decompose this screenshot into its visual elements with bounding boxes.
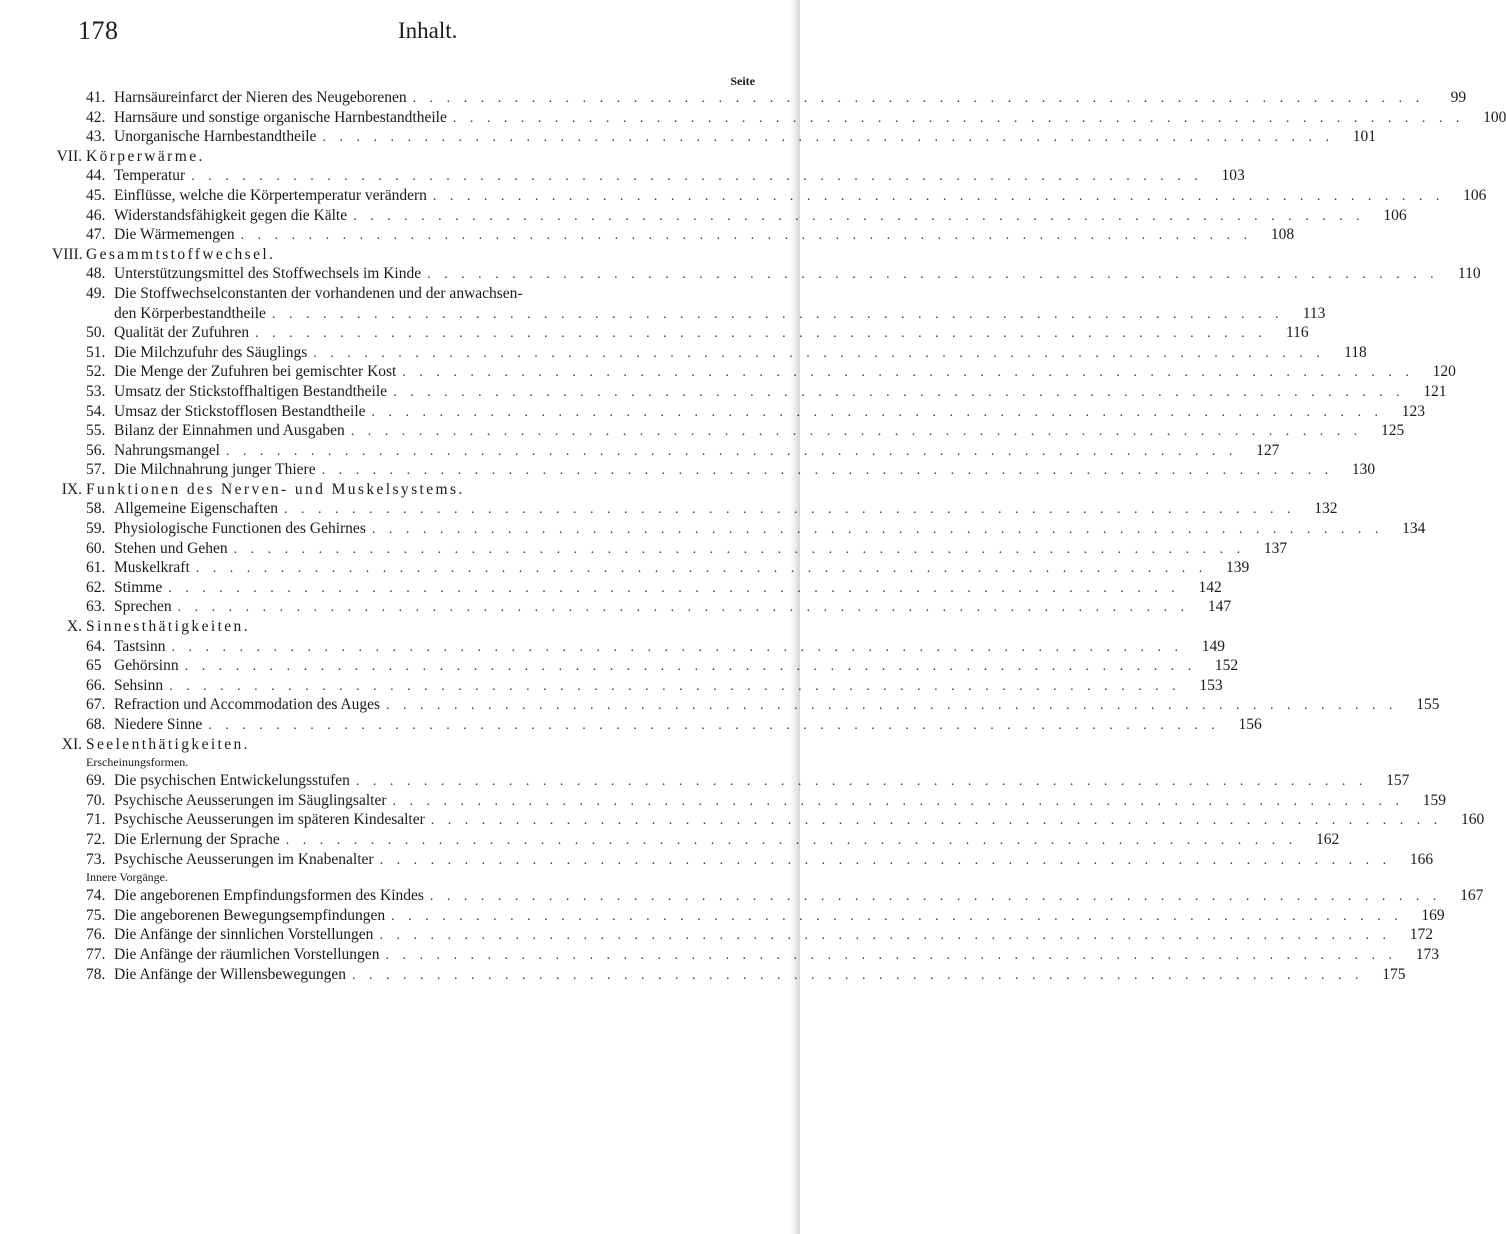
dot-leader: . . . . . . . . . . . . . . . . . . . . . . . . . . . . . . . . . . . . . . . . . . . . . . . . . . . . . . . . . . . .	[393, 384, 1405, 400]
toc-entry	[86, 771, 1410, 791]
toc-entry	[86, 519, 1426, 539]
page-column-heading-label: Seite	[730, 74, 755, 88]
entry-number: 48.	[86, 265, 106, 283]
entry-number: 66.	[86, 676, 106, 694]
entry-page: 108	[1270, 226, 1295, 244]
entry-number: 43.	[86, 128, 106, 146]
toc-entry	[86, 965, 1406, 985]
entry-number: 59.	[86, 520, 106, 538]
section-heading	[52, 735, 758, 755]
dot-leader: . . . . . . . . . . . . . . . . . . . . . . . . . . . . . . . . . . . . . . . . . . . . . . . . . . . . . . . . . . . .	[430, 813, 1443, 829]
entry-title: Stimme	[114, 578, 163, 596]
entry-title: Die Wärmemengen	[114, 226, 235, 244]
dot-leader: . . . . . . . . . . . . . . . . . . . . . . . . . . . . . . . . . . . . . . . . . . . . . . . . . . . . . . . . . . . .	[429, 889, 1442, 905]
entry-number: 68.	[86, 716, 106, 733]
toc-entry	[86, 382, 1447, 402]
entry-page: 101	[1352, 128, 1376, 146]
entry-page: 118	[1344, 343, 1367, 361]
dot-leader: . . . . . . . . . . . . . . . . . . . . . . . . . . . . . . . . . . . . . . . . . . . . . . . . . . . . . . . . . . . .	[391, 908, 1403, 924]
toc-entry	[86, 264, 1481, 284]
section-title: Seelenthätigkeiten.	[86, 735, 250, 753]
entry-number: 64.	[86, 637, 106, 655]
toc-entry	[86, 499, 1338, 519]
section-title: Körperwärme.	[86, 147, 205, 165]
dot-leader: . . . . . . . . . . . . . . . . . . . . . . . . . . . . . . . . . . . . . . . . . . . . . . . . . . . . . . . . . . . .	[322, 130, 1334, 146]
section-numeral: XI.	[61, 735, 82, 753]
toc-entry	[86, 597, 1232, 617]
entry-page: 142	[1198, 578, 1222, 596]
toc-entry	[86, 695, 1440, 715]
entry-title: Umsatz der Stickstoffhaltigen Bestandtheile	[114, 382, 388, 400]
toc-entry	[86, 791, 1446, 811]
dot-leader: . . . . . . . . . . . . . . . . . . . . . . . . . . . . . . . . . . . . . . . . . . . . . . . . . . . . . . . . . . . .	[208, 718, 1220, 733]
section-heading	[52, 147, 758, 167]
entry-title: Stehen und Gehen	[114, 539, 228, 557]
dot-leader: . . . . . . . . . . . . . . . . . . . . . . . . . . . . . . . . . . . . . . . . . . . . . . . . . . . . . . . . . . . .	[355, 774, 1368, 790]
entry-title: Qualität der Zufuhren	[114, 324, 250, 342]
entry-title: Temperatur	[114, 167, 186, 185]
toc-entry-continuation	[86, 304, 1326, 324]
dot-leader: . . . . . . . . . . . . . . . . . . . . . . . . . . . . . . . . . . . . . . . . . . . . . . . . . . . . . . . . . . . .	[195, 561, 1208, 577]
entry-number: 55.	[86, 422, 106, 440]
entry-page: 103	[1221, 167, 1245, 185]
dot-leader: . . . . . . . . . . . . . . . . . . . . . . . . . . . . . . . . . . . . . . . . . . . . . . . . . . . . . . . . . . . .	[233, 541, 1246, 557]
toc-entry	[86, 127, 1376, 147]
toc-entry	[86, 225, 1295, 245]
entry-number: 51.	[86, 343, 106, 361]
entry-title: Die psychischen Entwickelungsstufen	[114, 772, 350, 790]
entry-number: 44.	[86, 167, 106, 185]
toc-entry	[86, 108, 1506, 128]
entry-page: 159	[1422, 791, 1446, 809]
toc-entry	[86, 402, 1426, 422]
entry-page: 175	[1382, 965, 1406, 983]
entry-title: Die Milchnahrung junger Thiere	[114, 461, 316, 479]
entry-page: 134	[1402, 520, 1426, 538]
entry-page: 172	[1409, 926, 1433, 944]
entry-page: 149	[1201, 637, 1225, 655]
entry-number: 77.	[86, 945, 106, 963]
entry-number: 73.	[86, 850, 106, 868]
entry-number: 42.	[86, 108, 106, 126]
entry-title: Umsaz der Stickstofflosen Bestandtheile	[114, 402, 366, 420]
running-title: Inhalt.	[398, 18, 458, 43]
dot-leader: . . . . . . . . . . . . . . . . . . . . . . . . . . . . . . . . . . . . . . . . . . . . . . . . . . . . . . . . . . . .	[255, 326, 1267, 342]
dot-leader: . . . . . . . . . . . . . . . . . . . . . . . . . . . . . . . . . . . . . . . . . . . . . . . . . . . . . . . . . . . .	[385, 947, 1397, 963]
entry-number: 50.	[86, 324, 106, 342]
entry-title: Bilanz der Einnahmen und Ausgaben	[114, 422, 345, 440]
entry-page: 123	[1401, 402, 1426, 420]
entry-title: Refraction und Accommodation des Auges	[114, 696, 381, 714]
entry-number: 53.	[86, 382, 106, 400]
dot-leader: . . . . . . . . . . . . . . . . . . . . . . . . . . . . . . . . . . . . . . . . . . . . . . . . . . . . . . . . . . . .	[392, 793, 1404, 809]
entry-number: 49.	[86, 284, 106, 302]
section-heading	[52, 480, 758, 500]
dot-leader: . . . . . . . . . . . . . . . . . . . . . . . . . . . . . . . . . . . . . . . . . . . . . . . . . . . . . . . . . . . .	[171, 639, 1183, 655]
toc-entry	[86, 925, 1433, 945]
entry-title: Harnsäure und sonstige organische Harnbestandtheile	[114, 108, 447, 126]
entry-page: 155	[1416, 696, 1440, 714]
entry-title: Nahrungsmangel	[114, 441, 220, 459]
dot-leader: . . . . . . . . . . . . . . . . . . . . . . . . . . . . . . . . . . . . . . . . . . . . . . . . . . . . . . . . . . . .	[452, 110, 1465, 126]
section-title: Funktionen des Nerven- und Muskelsystems.	[86, 480, 465, 498]
section-title: Sinnesthätigkeiten.	[86, 618, 250, 636]
entry-title: Die angeborenen Empfindungsformen des Kindes	[114, 887, 424, 905]
entry-page: 162	[1315, 830, 1340, 848]
entry-page: 169	[1421, 906, 1445, 924]
section-heading	[52, 245, 758, 265]
entry-title: Unterstützungsmittel des Stoffwechsels im Kinde	[114, 265, 422, 283]
dot-leader: . . . . . . . . . . . . . . . . . . . . . . . . . . . . . . . . . . . . . . . . . . . . . . . . . . . . . . . . . . . .	[169, 678, 1181, 694]
section-heading	[52, 617, 758, 637]
entry-title: Tastsinn	[114, 637, 166, 655]
toc-entry	[86, 810, 1485, 830]
entry-page: 152	[1214, 657, 1239, 675]
dot-leader: . . . . . . . . . . . . . . . . . . . . . . . . . . . . . . . . . . . . . . . . . . . . . . . . . . . . . . . . . . . .	[353, 208, 1365, 224]
entry-number: 54.	[86, 402, 106, 420]
entry-title: Einflüsse, welche die Körpertemperatur verändern	[114, 186, 427, 204]
entry-title: Die Milchzufuhr des Säuglings	[114, 343, 308, 361]
entry-page: 121	[1423, 382, 1447, 400]
entry-number: 62.	[86, 578, 106, 596]
entry-number: 61.	[86, 559, 106, 577]
dot-leader: . . . . . . . . . . . . . . . . . . . . . . . . . . . . . . . . . . . . . . . . . . . . . . . . . . . . . . . . . . . .	[321, 463, 1334, 479]
toc-entry	[86, 715, 1262, 735]
entry-number: 75.	[86, 906, 106, 924]
toc-entry	[86, 88, 1467, 108]
dot-leader: . . . . . . . . . . . . . . . . . . . . . . . . . . . . . . . . . . . . . . . . . . . . . . . . . . . . . . . . . . . .	[371, 522, 1384, 538]
entry-number: 69.	[86, 772, 106, 790]
entry-number: 60.	[86, 539, 106, 557]
entry-page: 167	[1460, 887, 1484, 905]
entry-number: 58.	[86, 500, 106, 518]
entry-number: 78.	[86, 965, 106, 983]
entry-page: 100	[1483, 108, 1506, 126]
entry-number: 41.	[86, 89, 106, 106]
entry-page: 125	[1380, 422, 1405, 440]
toc-entry	[86, 637, 1225, 657]
toc-entry	[86, 945, 1439, 965]
toc-entry	[86, 362, 1456, 382]
entry-page: 156	[1238, 716, 1262, 733]
toc-entry	[86, 421, 1405, 441]
entry-title: Die Anfänge der Willensbewegungen	[114, 965, 346, 983]
page-header	[78, 14, 760, 44]
entry-page: 166	[1409, 850, 1434, 868]
toc-entry	[86, 906, 1445, 926]
entry-title: Widerstandsfähigkeit gegen die Kälte	[114, 206, 348, 224]
entry-page: 139	[1226, 559, 1250, 577]
toc-entry	[86, 206, 1407, 226]
entry-page: 132	[1314, 500, 1338, 518]
dot-leader: . . . . . . . . . . . . . . . . . . . . . . . . . . . . . . . . . . . . . . . . . . . . . . . . . . . . . . . . . . . .	[225, 443, 1238, 459]
entry-number: 72.	[86, 830, 106, 848]
toc-entry	[86, 323, 1309, 343]
toc-entry	[86, 656, 1239, 676]
section-numeral: VIII.	[52, 245, 83, 263]
toc-entry	[86, 676, 1223, 696]
entry-page: 153	[1199, 676, 1223, 694]
dot-leader: . . . . . . . . . . . . . . . . . . . . . . . . . . . . . . . . . . . . . . . . . . . . . . . . . . . . . . . . . . . .	[177, 600, 1190, 616]
entry-page: 157	[1386, 772, 1410, 790]
entry-page: 120	[1432, 363, 1456, 381]
entry-page: 127	[1256, 441, 1280, 459]
entry-page: 147	[1207, 598, 1232, 616]
entry-number: 45.	[86, 186, 106, 204]
entry-title: Gehörsinn	[114, 657, 179, 675]
entry-title: Allgemeine Eigenschaften	[114, 500, 278, 518]
entry-page: 173	[1415, 945, 1439, 963]
entry-title: Psychische Aeusserungen im späteren Kindesalter	[114, 811, 425, 829]
entry-page: 116	[1285, 324, 1309, 342]
entry-number: 56.	[86, 441, 106, 459]
entry-title: Muskelkraft	[114, 559, 190, 577]
entry-title: Die Stoffwechselconstanten der vorhandenen und der anwachsen-	[114, 284, 523, 302]
entry-title: Sehsinn	[114, 676, 164, 694]
table-of-contents	[52, 74, 1506, 984]
entry-title: Die angeborenen Bewegungsempfindungen	[114, 906, 386, 924]
page-number: 178	[78, 16, 119, 45]
entry-number: 57.	[86, 461, 106, 479]
dot-leader: . . . . . . . . . . . . . . . . . . . . . . . . . . . . . . . . . . . . . . . . . . . . . . . . . . . . . . . . . . . .	[271, 306, 1284, 322]
entry-title: Physiologische Functionen des Gehirnes	[114, 520, 366, 538]
dot-leader: . . . . . . . . . . . . . . . . . . . . . . . . . . . . . . . . . . . . . . . . . . . . . . . . . . . . . . . . . . . .	[351, 967, 1364, 983]
dot-leader: . . . . . . . . . . . . . . . . . . . . . . . . . . . . . . . . . . . . . . . . . . . . . . . . . . . . . . . . . . . .	[184, 659, 1197, 675]
entry-number: 70.	[86, 791, 106, 809]
section-numeral: IX.	[61, 480, 82, 498]
entry-number: 74.	[86, 887, 106, 905]
subsection-heading: Erscheinungsformen.	[86, 755, 189, 770]
toc-entry	[86, 830, 1340, 850]
section-title: Gesammtstoffwechsel.	[86, 245, 276, 263]
entry-page: 99	[1450, 89, 1467, 106]
entry-page: 137	[1263, 539, 1288, 557]
entry-page: 160	[1461, 811, 1485, 829]
entry-title: Psychische Aeusserungen im Säuglingsalter	[114, 791, 387, 809]
entry-title: Sprechen	[114, 598, 172, 616]
dot-leader: . . . . . . . . . . . . . . . . . . . . . . . . . . . . . . . . . . . . . . . . . . . . . . . . . . . . . . . . . . . .	[191, 169, 1203, 185]
dot-leader: . . . . . . . . . . . . . . . . . . . . . . . . . . . . . . . . . . . . . . . . . . . . . . . . . . . . . . . . . . . .	[379, 852, 1392, 868]
entry-title: Die Anfänge der sinnlichen Vorstellungen	[114, 926, 374, 944]
entry-title: Harnsäureinfarct der Nieren des Neugeborenen	[114, 89, 407, 106]
toc-entry	[86, 284, 758, 304]
section-numeral: X.	[66, 618, 82, 636]
dot-leader: . . . . . . . . . . . . . . . . . . . . . . . . . . . . . . . . . . . . . . . . . . . . . . . . . . . . . . . . . . . .	[432, 188, 1445, 204]
entry-page: 106	[1383, 206, 1407, 224]
entry-title: Die Anfänge der räumlichen Vorstellungen	[114, 945, 380, 963]
dot-leader: . . . . . . . . . . . . . . . . . . . . . . . . . . . . . . . . . . . . . . . . . . . . . . . . . . . . . . . . . . . .	[285, 832, 1298, 848]
entry-title: Unorganische Harnbestandtheile	[114, 128, 317, 146]
dot-leader: . . . . . . . . . . . . . . . . . . . . . . . . . . . . . . . . . . . . . . . . . . . . . . . . . . . . . . . . . . . .	[402, 365, 1414, 381]
toc-entry	[86, 539, 1288, 559]
dot-leader: . . . . . . . . . . . . . . . . . . . . . . . . . . . . . . . . . . . . . . . . . . . . . . . . . . . . . . . . . . . .	[283, 502, 1296, 518]
entry-page: 130	[1351, 461, 1376, 479]
toc-entry	[86, 343, 1367, 363]
toc-entry	[86, 578, 1222, 598]
entry-number: 63.	[86, 598, 106, 616]
entry-number: 65	[86, 657, 102, 675]
entry-page: 110	[1457, 265, 1481, 283]
subsection-heading: Innere Vorgänge.	[86, 870, 168, 885]
entry-page: 106	[1463, 186, 1487, 204]
toc-entry	[86, 186, 1487, 206]
section-numeral: VII.	[56, 147, 82, 165]
dot-leader: . . . . . . . . . . . . . . . . . . . . . . . . . . . . . . . . . . . . . . . . . . . . . . . . . . . . . . . . . . . .	[371, 404, 1384, 420]
toc-entry	[86, 558, 1250, 578]
toc-entry	[86, 850, 1434, 870]
dot-leader: . . . . . . . . . . . . . . . . . . . . . . . . . . . . . . . . . . . . . . . . . . . . . . . . . . . . . . . . . . . .	[379, 928, 1391, 944]
entry-page: 113	[1302, 304, 1326, 322]
entry-title: Die Erlernung der Sprache	[114, 830, 280, 848]
toc-entry	[86, 460, 1376, 480]
page-column-heading	[86, 74, 758, 88]
entry-title: Niedere Sinne	[114, 716, 203, 733]
toc-entry	[86, 886, 1484, 906]
entry-number: 46.	[86, 206, 106, 224]
entry-number: 67.	[86, 696, 106, 714]
entry-number: 52.	[86, 363, 106, 381]
dot-leader: . . . . . . . . . . . . . . . . . . . . . . . . . . . . . . . . . . . . . . . . . . . . . . . . . . . . . . . . . . . .	[240, 228, 1253, 244]
dot-leader: . . . . . . . . . . . . . . . . . . . . . . . . . . . . . . . . . . . . . . . . . . . . . . . . . . . . . . . . . . . .	[313, 345, 1325, 361]
entry-title: den Körperbestandtheile	[114, 304, 266, 322]
entry-number: 76.	[86, 926, 106, 944]
dot-leader: . . . . . . . . . . . . . . . . . . . . . . . . . . . . . . . . . . . . . . . . . . . . . . . . . . . . . . . . . . . .	[350, 424, 1363, 440]
entry-title: Die Menge der Zufuhren bei gemischter Kost	[114, 363, 397, 381]
entry-number: 71.	[86, 811, 106, 829]
toc-entry	[86, 166, 1245, 186]
toc-entry	[86, 441, 1280, 461]
dot-leader: . . . . . . . . . . . . . . . . . . . . . . . . . . . . . . . . . . . . . . . . . . . . . . . . . . . . . . . . . . . .	[427, 267, 1439, 283]
dot-leader: . . . . . . . . . . . . . . . . . . . . . . . . . . . . . . . . . . . . . . . . . . . . . . . . . . . . . . . . . . . .	[168, 580, 1180, 596]
entry-title: Psychische Aeusserungen im Knabenalter	[114, 850, 374, 868]
dot-leader: . . . . . . . . . . . . . . . . . . . . . . . . . . . . . . . . . . . . . . . . . . . . . . . . . . . . . . . . . . . .	[386, 698, 1398, 714]
dot-leader: . . . . . . . . . . . . . . . . . . . . . . . . . . . . . . . . . . . . . . . . . . . . . . . . . . . . . . . . . . . .	[412, 91, 1425, 106]
entry-number: 47.	[86, 226, 106, 244]
